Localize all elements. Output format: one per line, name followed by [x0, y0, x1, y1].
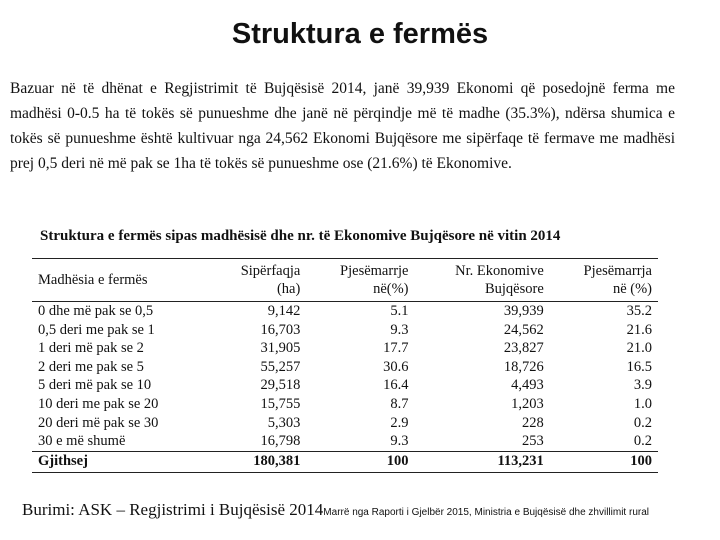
table-cell: 253	[522, 433, 544, 450]
table-cell: 1 deri më pak se 2	[38, 340, 144, 357]
table-cell: 5,303	[267, 414, 301, 431]
table-cell: Gjithsej	[32, 451, 210, 472]
header-area: Sipërfaqja (ha)	[210, 259, 306, 302]
table-cell: 30 e më shumë	[38, 433, 126, 450]
table-cell: 24,562	[503, 321, 544, 338]
table-cell: 21.6	[626, 321, 652, 338]
table-cell: 39,939	[503, 303, 544, 319]
table-cell: 5 deri më pak se 10	[38, 377, 152, 394]
table-row	[32, 358, 658, 377]
table-cell: 2.9	[390, 414, 409, 431]
table-cell: 30.6	[383, 358, 409, 375]
table-cell: 228	[522, 414, 544, 431]
table-cell: 31,905	[260, 340, 301, 357]
header-size: Madhësia e fermës	[32, 259, 210, 302]
table-cell: 1,203	[511, 395, 544, 412]
table-header-row	[32, 259, 658, 302]
table-caption: Struktura e fermës sipas madhësisë dhe nr. të Ekonomive Bujqësore në vitin 2014	[40, 228, 561, 244]
farm-structure-table	[32, 258, 658, 473]
table-cell: 4,493	[511, 377, 544, 394]
table-cell: 9.3	[390, 321, 409, 338]
table-cell: 5.1	[390, 303, 409, 319]
table-cell: 100	[306, 451, 414, 472]
table-cell: 8.7	[390, 395, 409, 412]
table-cell: 21.0	[626, 340, 652, 357]
table-cell: 0,5 deri me pak se 1	[38, 321, 155, 338]
table-row	[32, 395, 658, 414]
table-cell: 180,381	[210, 451, 306, 472]
table-cell: 35.2	[626, 303, 652, 319]
source-secondary: Marrë nga Raporti i Gjelbër 2015, Ministria e Bujqësisë dhe zhvillimit rural	[323, 507, 649, 518]
table-cell: 55,257	[260, 358, 301, 375]
table-cell: 16.5	[626, 358, 652, 375]
table-row	[32, 321, 658, 340]
table-cell: 2 deri me pak se 5	[38, 358, 144, 375]
table-cell: 113,231	[415, 451, 550, 472]
table-cell: 18,726	[503, 358, 544, 375]
table-row	[32, 414, 658, 433]
table-cell: 10 deri me pak se 20	[38, 395, 159, 412]
table-cell: 0.2	[633, 433, 652, 450]
header-area-share: Pjesëmarrje në(%)	[306, 259, 414, 302]
table-cell: 9,142	[267, 303, 301, 319]
table-cell: 16,798	[260, 433, 301, 450]
table-cell: 16,703	[260, 321, 301, 338]
table-row	[32, 432, 658, 451]
table-cell: 15,755	[260, 395, 301, 412]
table-cell: 20 deri më pak se 30	[38, 414, 159, 431]
table-total-row	[32, 451, 658, 472]
header-holdings-share: Pjesëmarrja në (%)	[550, 259, 658, 302]
table-cell: 3.9	[633, 377, 652, 394]
table-cell: 29,518	[260, 377, 301, 394]
table-cell: 16.4	[383, 377, 409, 394]
table-cell: 17.7	[383, 340, 409, 357]
source-primary: Burimi: ASK – Regjistrimi i Bujqësisë 2014	[22, 500, 324, 519]
header-holdings: Nr. Ekonomive Bujqësore	[415, 259, 550, 302]
table-cell: 100	[550, 451, 658, 472]
table-cell: 0.2	[633, 414, 652, 431]
table-cell: 0 dhe më pak se 0,5	[38, 303, 154, 319]
table-row	[32, 376, 658, 395]
table-cell: 1.0	[633, 395, 652, 412]
slide-title: Struktura e fermës	[231, 18, 489, 50]
table-cell: 23,827	[503, 340, 544, 357]
table-cell: 9.3	[390, 433, 409, 450]
table-row	[32, 302, 658, 321]
source-note	[22, 500, 649, 520]
table-row	[32, 339, 658, 358]
intro-paragraph: Bazuar në të dhënat e Regjistrimit të Bujqësisë 2014, janë 39,939 Ekonomi që posedojnë ferma me madhësi 0-0.5 ha të tokës së punueshme dhe janë në përqindje më të madhe (35.3%), ndërsa shumica e tokës së punueshme është kultivuar nga 24,562 Ekonomi Bujqësore me sipërfaqe të fermave me madhësi prej 0,5 deri në më pak se 1ha të tokës së punueshme ose (21.6%) të Ekonomive.	[10, 80, 675, 172]
